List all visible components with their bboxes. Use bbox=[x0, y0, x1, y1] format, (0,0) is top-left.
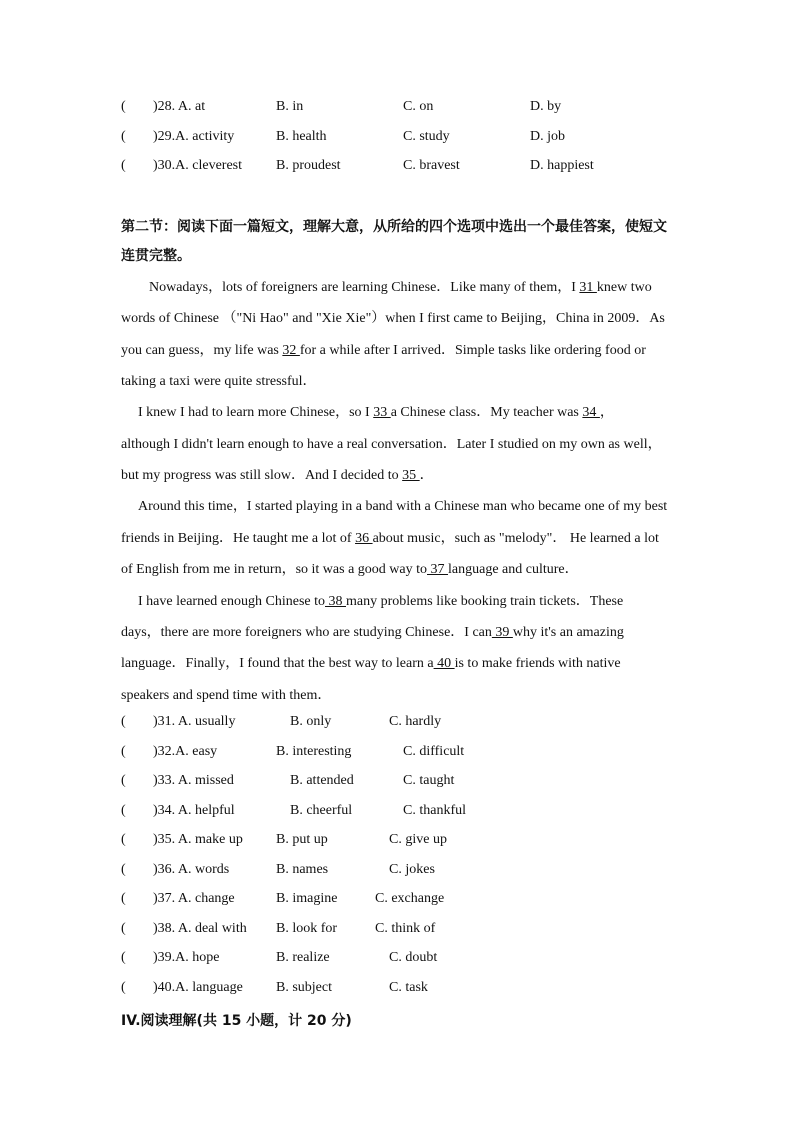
question-36-option-a: )36. A. words bbox=[153, 862, 230, 877]
answer-paren: ( bbox=[121, 891, 126, 906]
section-heading-line-2: 连贯完整。 bbox=[121, 248, 191, 264]
question-38-option-a: )38. A. deal with bbox=[153, 921, 247, 936]
question-row-33 bbox=[121, 773, 721, 793]
answer-paren: ( bbox=[121, 129, 126, 144]
question-30-option-c: C. bravest bbox=[403, 158, 460, 173]
answer-paren: ( bbox=[121, 803, 126, 818]
blank-35: 35 bbox=[402, 468, 420, 483]
answer-paren: ( bbox=[121, 980, 126, 995]
question-35-option-b: B. put up bbox=[276, 832, 328, 847]
question-34-option-a: )34. A. helpful bbox=[153, 803, 235, 818]
question-30-option-a: )30.A. cleverest bbox=[153, 158, 243, 173]
question-40-option-b: B. subject bbox=[276, 980, 332, 995]
passage-line-12: days，there are more foreigners who are studying Chinese．I can 39 why it's an amazing bbox=[121, 625, 624, 640]
question-35-option-a: )35. A. make up bbox=[153, 832, 243, 847]
question-29-option-a: )29.A. activity bbox=[153, 129, 235, 144]
answer-paren: ( bbox=[121, 832, 126, 847]
answer-paren: ( bbox=[121, 744, 126, 759]
question-40-option-c: C. task bbox=[389, 980, 428, 995]
blank-39: 39 bbox=[491, 625, 513, 640]
question-row-38 bbox=[121, 921, 721, 941]
answer-paren: ( bbox=[121, 158, 126, 173]
question-35-option-c: C. give up bbox=[389, 832, 447, 847]
passage-line-10: of English from me in return，so it was a good way to 37 language and culture． bbox=[121, 562, 579, 577]
question-32-option-c: C. difficult bbox=[403, 744, 465, 759]
passage-line-11: I have learned enough Chinese to 38 many problems like booking train tickets．These bbox=[138, 594, 624, 609]
question-28-option-d: D. by bbox=[530, 99, 562, 114]
question-38-option-b: B. look for bbox=[276, 921, 338, 936]
passage-line-8: Around this time，I started playing in a band with a Chinese man who became one of my best bbox=[138, 499, 668, 514]
blank-33: 33 bbox=[373, 405, 391, 420]
blank-34: 34 bbox=[582, 405, 600, 420]
blank-40: 40 bbox=[433, 656, 455, 671]
question-38-option-c: C. think of bbox=[375, 921, 436, 936]
question-row-37 bbox=[121, 891, 721, 911]
question-row-32 bbox=[121, 744, 721, 764]
question-row-28 bbox=[121, 99, 721, 119]
question-32-option-b: B. interesting bbox=[276, 744, 352, 759]
passage-line-1: Nowadays，lots of foreigners are learning Chinese．Like many of them，I 31 knew two bbox=[149, 280, 652, 295]
question-30-option-b: B. proudest bbox=[276, 158, 341, 173]
question-28-option-a: )28. A. at bbox=[153, 99, 206, 114]
passage-line-4: taking a taxi were quite stressful． bbox=[121, 374, 317, 389]
question-34-option-c: C. thankful bbox=[403, 803, 466, 818]
question-37-option-a: )37. A. change bbox=[153, 891, 235, 906]
answer-paren: ( bbox=[121, 950, 126, 965]
answer-paren: ( bbox=[121, 99, 126, 114]
blank-38: 38 bbox=[325, 594, 346, 609]
answer-paren: ( bbox=[121, 773, 126, 788]
question-29-option-d: D. job bbox=[530, 129, 565, 144]
section-iv-title: IV.阅读理解(共 15 小题，计 20 分) bbox=[121, 1013, 352, 1029]
question-row-39 bbox=[121, 950, 721, 970]
question-row-34 bbox=[121, 803, 721, 823]
question-row-35 bbox=[121, 832, 721, 852]
question-39-option-b: B. realize bbox=[276, 950, 330, 965]
question-28-option-b: B. in bbox=[276, 99, 304, 114]
question-29-option-c: C. study bbox=[403, 129, 450, 144]
section-heading-line-1: 第二节：阅读下面一篇短文，理解大意，从所给的四个选项中选出一个最佳答案，使短文 bbox=[121, 219, 667, 235]
question-31-option-b: B. only bbox=[290, 714, 332, 729]
question-30-option-d: D. happiest bbox=[530, 158, 594, 173]
question-33-option-a: )33. A. missed bbox=[153, 773, 234, 788]
question-36-option-b: B. names bbox=[276, 862, 329, 877]
question-37-option-b: B. imagine bbox=[276, 891, 338, 906]
question-37-option-c: C. exchange bbox=[375, 891, 445, 906]
question-33-option-c: C. taught bbox=[403, 773, 455, 788]
question-29-option-b: B. health bbox=[276, 129, 327, 144]
question-31-option-c: C. hardly bbox=[389, 714, 442, 729]
passage-line-2: words of Chinese （"Ni Hao" and "Xie Xie"）when I first came to Beijing，China in 2009．As bbox=[121, 311, 665, 326]
question-row-40 bbox=[121, 980, 721, 1000]
blank-37: 37 bbox=[427, 562, 449, 577]
question-31-option-a: )31. A. usually bbox=[153, 714, 236, 729]
passage-line-14: speakers and spend time with them． bbox=[121, 688, 332, 703]
answer-paren: ( bbox=[121, 921, 126, 936]
answer-paren: ( bbox=[121, 714, 126, 729]
question-36-option-c: C. jokes bbox=[389, 862, 435, 877]
question-39-option-c: C. doubt bbox=[389, 950, 438, 965]
passage-line-13: language．Finally，I found that the best way to learn a 40 is to make friends with native bbox=[121, 656, 621, 671]
passage-line-9: friends in Beijing．He taught me a lot of 36 about music，such as "melody"． He learned a lot bbox=[121, 531, 659, 546]
question-32-option-a: )32.A. easy bbox=[153, 744, 218, 759]
blank-31: 31 bbox=[579, 280, 597, 295]
question-row-30 bbox=[121, 158, 721, 178]
question-33-option-b: B. attended bbox=[290, 773, 354, 788]
passage-line-7: but my progress was still slow．And I decided to 35 ． bbox=[121, 468, 434, 483]
question-row-36 bbox=[121, 862, 721, 882]
blank-36: 36 bbox=[355, 531, 373, 546]
question-40-option-a: )40.A. language bbox=[153, 980, 243, 995]
passage-line-5: I knew I had to learn more Chinese，so I 33 a Chinese class．My teacher was 34 ， bbox=[138, 405, 614, 420]
question-row-31 bbox=[121, 714, 721, 734]
question-row-29 bbox=[121, 129, 721, 149]
blank-32: 32 bbox=[282, 343, 300, 358]
question-28-option-c: C. on bbox=[403, 99, 434, 114]
question-39-option-a: )39.A. hope bbox=[153, 950, 220, 965]
answer-paren: ( bbox=[121, 862, 126, 877]
passage-line-3: you can guess，my life was 32 for a while after I arrived．Simple tasks like ordering food or bbox=[121, 343, 646, 358]
passage-line-6: although I didn't learn enough to have a real conversation．Later I studied on my own as well， bbox=[121, 437, 662, 452]
question-34-option-b: B. cheerful bbox=[290, 803, 353, 818]
